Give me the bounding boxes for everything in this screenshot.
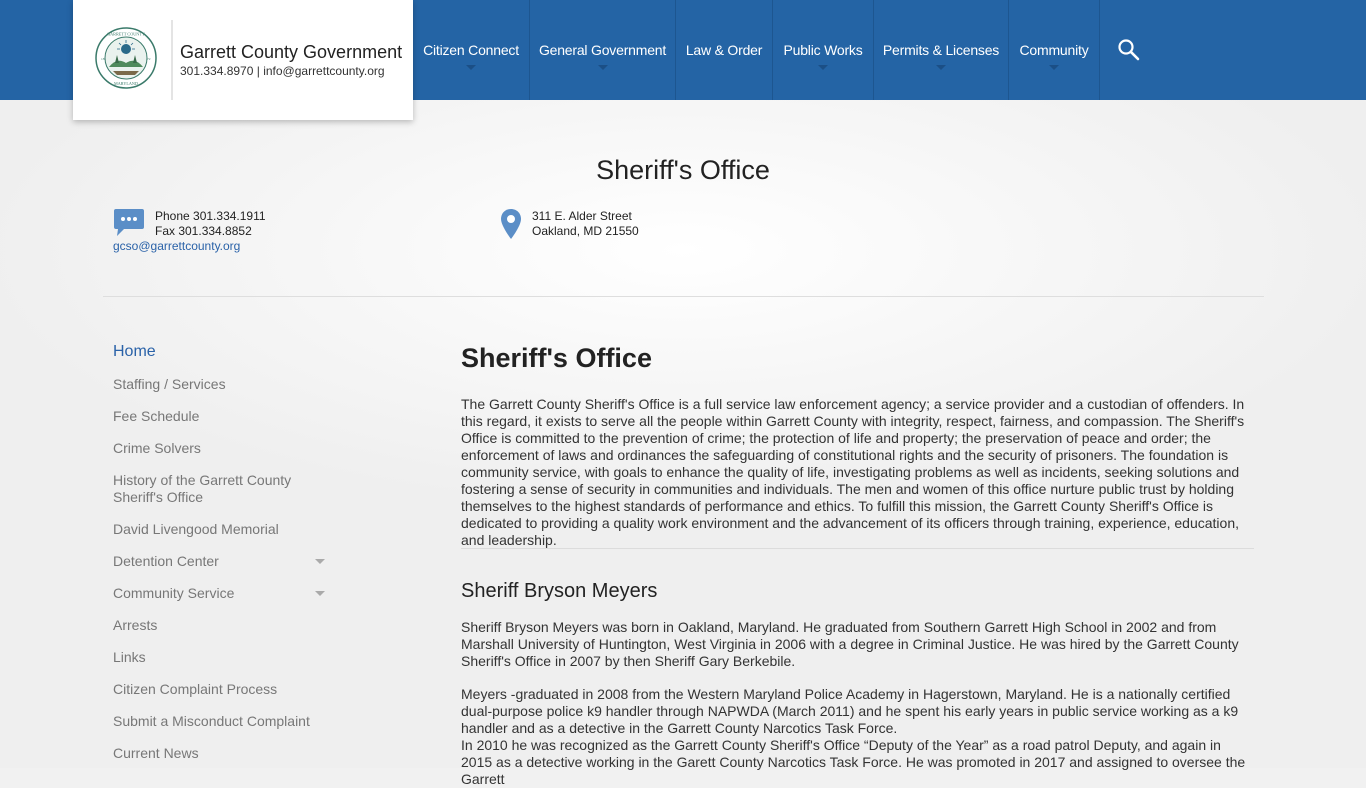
content-heading: Sheriff's Office — [461, 343, 652, 373]
nav-community[interactable] — [1009, 0, 1100, 100]
address-line-1: 311 E. Alder Street — [532, 209, 632, 223]
nav-citizen-connect[interactable] — [413, 0, 530, 100]
chevron-down-icon — [598, 65, 608, 70]
bio-paragraph: In 2010 he was recognized as the Garrett County Sheriff's Office “Deputy of the Year” as a road patrol Deputy, and again in 2015 as a detective working in the Garett County Narcotics Task Force. He was promoted in 2017 and assigned to oversee the Garrett — [461, 737, 1246, 787]
chevron-down-icon[interactable] — [315, 591, 325, 596]
sidebar-item-arrests[interactable] — [113, 617, 157, 634]
nav-public-works[interactable] — [773, 0, 874, 100]
intro-paragraph: The Garrett County Sheriff's Office is a full service law enforcement agency; a service provider and a custodian of offenders. In this regard, it exists to serve all the people within Garrett County with integrity, respect, fairness, and compassion. The Sheriff's Office is committed to the prevention of crime; the protection of life and property; the preservation of peace and order; the enforcement of laws and ordinances the safeguarding of constitutional rights and the security of prisoners. The foundation is community service, with goals to enhance the quality of life, investigating problems as well as incidents, seeking solutions and fostering a sense of security in communities and individuals. The men and women of this office nurture public trust by holding themselves to the highest standards of performance and ethics. To fulfill this mission, the Garrett County Sheriff's Office is dedicated to providing a quality work environment and the advancement of its officers through training, experience, education, and leadership. — [461, 396, 1245, 548]
sidebar-item-label: History of the Garrett County Sheriff's Office — [113, 472, 292, 505]
main-nav — [413, 0, 1100, 100]
sidebar-item-livengood-memorial[interactable] — [113, 521, 279, 538]
bio-paragraph: Meyers -graduated in 2008 from the Western Maryland Police Academy in Hagerstown, Maryland. He is a nationally certified dual-purpose police k9 handler through NAPWDA (March 2011) and he spent his early years in public service working as a k9 handler and as a detective in the Garrett County Narcotics Task Force. — [461, 686, 1239, 736]
chevron-down-icon — [1049, 65, 1059, 70]
phone-number: Phone 301.334.1911 — [155, 209, 266, 223]
seal-text: MARYLAND — [114, 81, 138, 86]
nav-general-government[interactable] — [530, 0, 676, 100]
sidebar-item-label: Links — [113, 649, 146, 665]
site-name: Garrett County Government — [180, 42, 403, 62]
sidebar-item-label: Home — [113, 343, 156, 360]
seal-text: GARRETT COUNTY — [107, 31, 145, 37]
sidebar-item-misconduct-complaint[interactable] — [113, 713, 310, 730]
sidebar-item-label: Arrests — [113, 617, 158, 633]
nav-label: Law & Order — [685, 42, 763, 58]
sidebar-item-staffing-services[interactable] — [113, 376, 226, 393]
search-icon — [1117, 38, 1141, 62]
sidebar-item-label: Current News — [113, 745, 199, 761]
office-email-link[interactable]: gcso@garrettcounty.org — [113, 239, 241, 253]
chevron-down-icon — [466, 65, 476, 70]
sidebar-item-home[interactable] — [113, 343, 156, 360]
address-line-2: Oakland, MD 21550 — [532, 224, 639, 238]
nav-label: Permits & Licenses — [882, 42, 1000, 58]
nav-law-order[interactable] — [676, 0, 773, 100]
content-divider — [461, 548, 1254, 549]
chevron-down-icon — [818, 65, 828, 70]
seal-text: 72 — [147, 57, 151, 61]
site-contact: 301.334.8970 | info@garrettcounty.org — [180, 64, 385, 78]
sidebar-item-label: Staffing / Services — [113, 376, 226, 392]
chevron-down-icon[interactable] — [315, 559, 325, 564]
sidebar-item-links[interactable] — [113, 649, 146, 666]
sheriff-heading: Sheriff Bryson Meyers — [461, 580, 658, 602]
chat-bubble-icon — [113, 208, 145, 238]
sidebar-item-complaint-process[interactable] — [113, 681, 277, 698]
sidebar-item-fee-schedule[interactable] — [113, 408, 199, 425]
fax-number: Fax 301.334.8852 — [155, 224, 252, 238]
sidebar-item-label: Community Service — [113, 585, 235, 601]
sidebar-item-label: Fee Schedule — [113, 408, 200, 424]
sidebar-item-history[interactable] — [113, 472, 298, 506]
page-title: Sheriff's Office — [596, 155, 770, 185]
sidebar-item-detention-center[interactable] — [113, 553, 333, 570]
logo-divider — [171, 20, 173, 100]
nav-label: Citizen Connect — [423, 42, 519, 58]
seal-text: 18 — [101, 57, 105, 61]
search-button[interactable] — [1117, 38, 1141, 62]
chevron-down-icon — [936, 65, 946, 70]
sidebar-item-current-news[interactable] — [113, 745, 199, 762]
nav-label: Community — [1019, 42, 1089, 58]
main-content — [461, 343, 1254, 787]
sidebar-item-label: Submit a Misconduct Complaint — [113, 713, 310, 729]
sidebar-item-label: Citizen Complaint Process — [113, 681, 278, 697]
nav-label: General Government — [538, 42, 667, 58]
bio-paragraph: Sheriff Bryson Meyers was born in Oakland, Maryland. He graduated from Southern Garrett High School in 2002 and from Marshall University of Huntington, West Virginia in 2006 with a degree in Criminal Justice. He was hired by the Garrett County Sheriff's Office in 2007 by then Sheriff Gary Berkebile. — [461, 619, 1239, 669]
map-pin-icon — [500, 208, 522, 240]
site-logo-card[interactable] — [73, 0, 413, 120]
nav-permits-licenses[interactable] — [874, 0, 1009, 100]
county-seal-logo — [95, 27, 157, 89]
sidebar-item-crime-solvers[interactable] — [113, 440, 201, 457]
section-divider — [103, 296, 1264, 297]
sidebar-item-community-service[interactable] — [113, 585, 333, 602]
sidebar-item-label: Crime Solvers — [113, 440, 201, 456]
sidebar-item-label: David Livengood Memorial — [113, 521, 279, 537]
sidebar-item-label: Detention Center — [113, 553, 219, 569]
nav-label: Public Works — [783, 42, 863, 58]
